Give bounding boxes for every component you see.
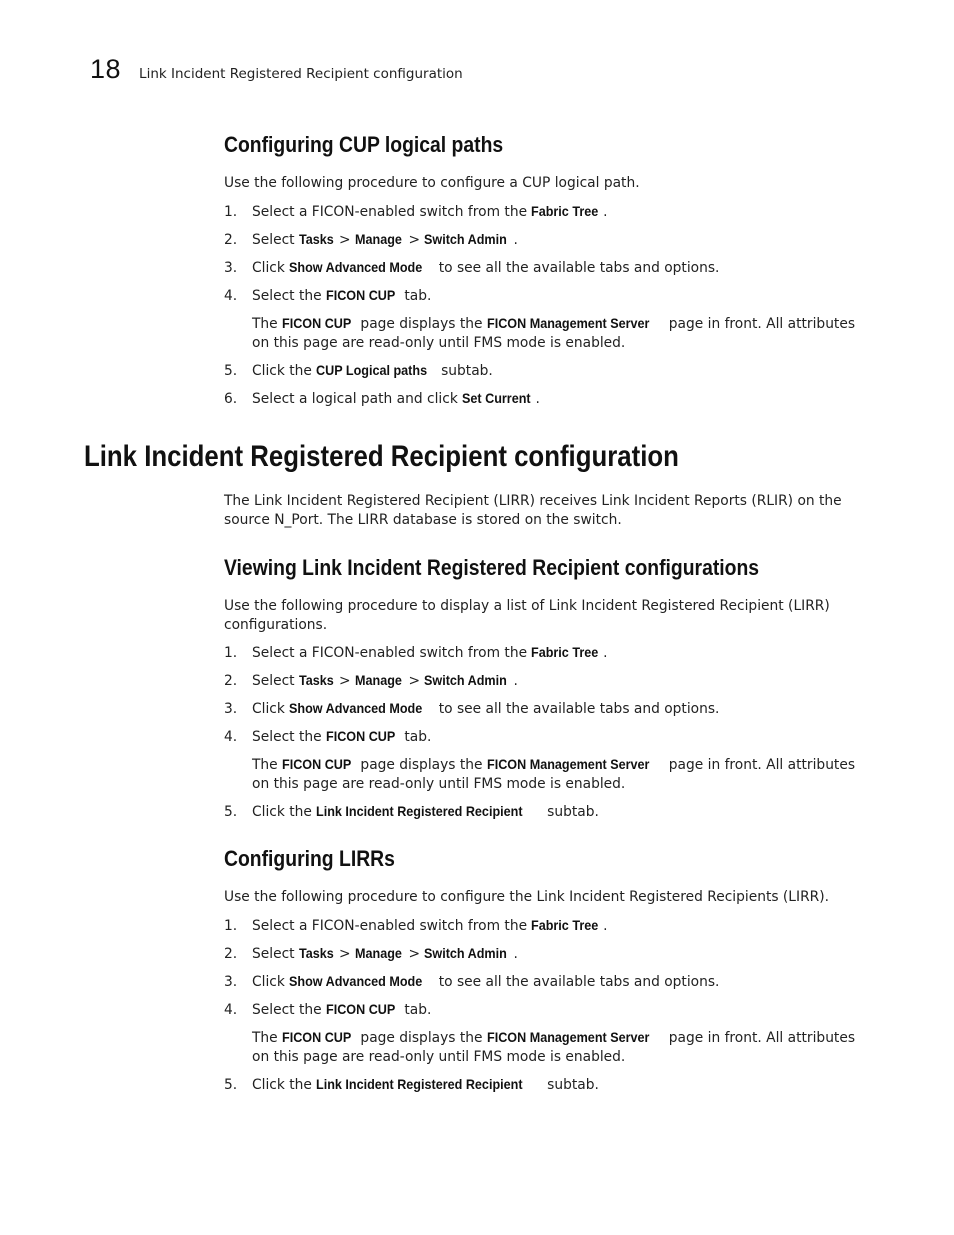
ui-term: Manage (354, 672, 402, 688)
chapter-number: 18 (90, 54, 122, 84)
page-title: Link Incident Registered Recipient configuration (84, 440, 679, 473)
procedure-step: 3. Click Show Advanced Mode to see all the available tabs and options. (224, 973, 720, 990)
ui-term: Show Advanced Mode (289, 259, 423, 275)
running-title: Link Incident Registered Recipient configuration (139, 66, 463, 82)
ui-term: Fabric Tree (531, 203, 599, 219)
procedure-step: 2. Select Tasks > Manage > Switch Admin . (224, 231, 518, 248)
step-note: The FICON CUP page displays the FICON Management Server page in front. All attributes on this page are read-only until FMS mode is enabled. (252, 756, 856, 792)
ui-term: Show Advanced Mode (289, 700, 423, 716)
ui-term: Link Incident Registered Recipient (316, 803, 523, 819)
procedure-step: 4. Select the FICON CUP tab. (224, 1001, 432, 1018)
procedure-step: 4. Select the FICON CUP tab. (224, 287, 432, 304)
procedure-step: 2. Select Tasks > Manage > Switch Admin . (224, 672, 518, 689)
ui-term: FICON CUP (325, 728, 396, 744)
ui-term: Manage (354, 945, 402, 961)
procedure-step: 1. Select a FICON-enabled switch from the Fabric Tree . (224, 917, 608, 934)
ui-term: FICON CUP (282, 315, 352, 331)
section-intro: Use the following procedure to configure the Link Incident Registered Recipients (LIRR). (224, 889, 830, 905)
ui-term: Switch Admin (424, 945, 508, 961)
ui-term: Switch Admin (424, 231, 508, 247)
ui-term: Fabric Tree (531, 644, 599, 660)
section-intro: Use the following procedure to display a list of Link Incident Registered Recipient (LIRR) configurations. (224, 598, 830, 633)
ui-term: Switch Admin (424, 672, 508, 688)
procedure-step: 5. Click the Link Incident Registered Recipient subtab. (224, 1076, 599, 1093)
running-header (90, 54, 463, 85)
step-note: The FICON CUP page displays the FICON Management Server page in front. All attributes on this page are read-only until FMS mode is enabled. (252, 315, 856, 351)
procedure-step: 3. Click Show Advanced Mode to see all the available tabs and options. (224, 259, 720, 276)
ui-term: FICON CUP (325, 1001, 396, 1017)
ui-term: Show Advanced Mode (289, 973, 423, 989)
ui-term: FICON Management Server (486, 315, 650, 331)
procedure-step: 1. Select a FICON-enabled switch from the Fabric Tree . (224, 203, 608, 220)
ui-term: Manage (354, 231, 402, 247)
ui-term: Fabric Tree (531, 917, 599, 933)
procedure-step: 5. Click the CUP Logical paths subtab. (224, 362, 493, 379)
ui-term: Tasks (298, 672, 334, 688)
procedure-step: 1. Select a FICON-enabled switch from the Fabric Tree . (224, 644, 608, 661)
ui-term: FICON CUP (282, 756, 352, 772)
ui-term: FICON CUP (325, 287, 396, 303)
ui-term: FICON Management Server (486, 1029, 650, 1045)
ui-term: Set Current (462, 390, 531, 406)
ui-term: FICON CUP (282, 1029, 352, 1045)
section-heading-configuring-lirrs: Configuring LIRRs (224, 846, 395, 871)
procedure-step: 6. Select a logical path and click Set Current . (224, 390, 540, 407)
section-heading-cup-logical-paths: Configuring CUP logical paths (224, 132, 504, 157)
ui-term: CUP Logical paths (316, 362, 428, 378)
ui-term: Tasks (298, 945, 334, 961)
procedure-step: 3. Click Show Advanced Mode to see all the available tabs and options. (224, 700, 720, 717)
procedure-step: 4. Select the FICON CUP tab. (224, 728, 432, 745)
procedure-step: 5. Click the Link Incident Registered Recipient subtab. (224, 803, 599, 820)
ui-term: Link Incident Registered Recipient (316, 1076, 523, 1092)
section-intro: The Link Incident Registered Recipient (LIRR) receives Link Incident Reports (RLIR) on the source N_Port. The LIRR database is stored on the switch. (224, 493, 842, 528)
section-intro: Use the following procedure to configure a CUP logical path. (224, 175, 640, 191)
procedure-step: 2. Select Tasks > Manage > Switch Admin . (224, 945, 518, 962)
section-heading-viewing-lirr: Viewing Link Incident Registered Recipient configurations (224, 555, 760, 580)
ui-term: FICON Management Server (486, 756, 650, 772)
step-note: The FICON CUP page displays the FICON Management Server page in front. All attributes on this page are read-only until FMS mode is enabled. (252, 1029, 856, 1065)
ui-term: Tasks (298, 231, 334, 247)
